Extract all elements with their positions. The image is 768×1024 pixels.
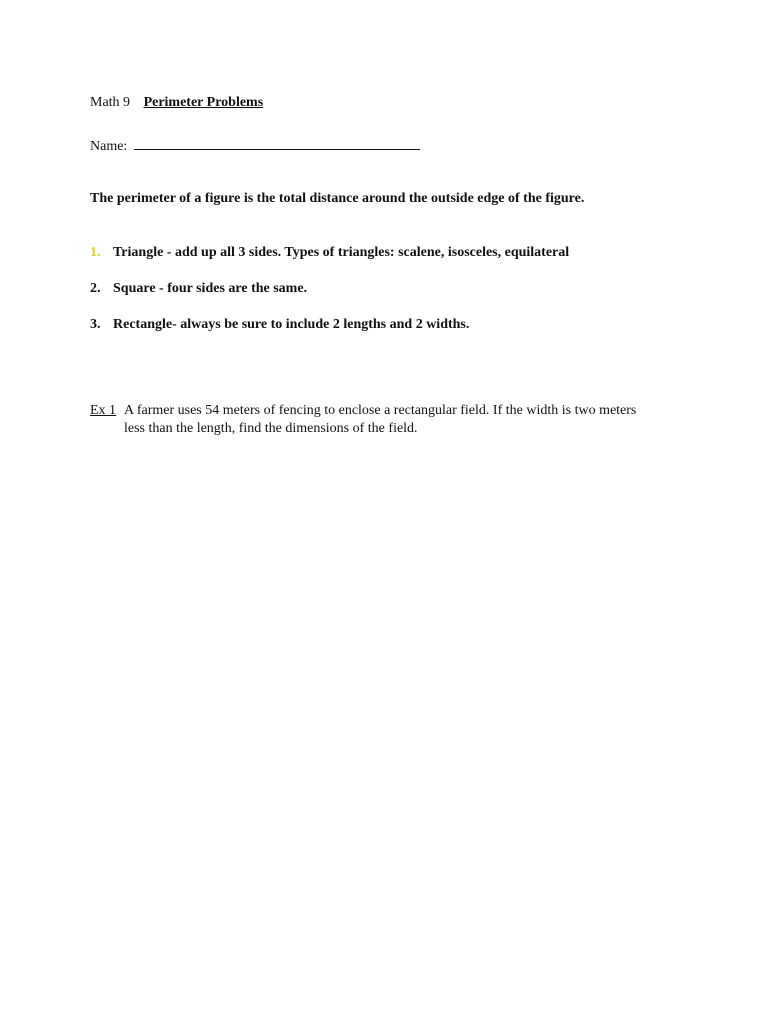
- list-item-text: Rectangle- always be sure to include 2 lengths and 2 widths.: [113, 317, 470, 332]
- list-item-text: Square - four sides are the same.: [113, 281, 308, 296]
- course-label: Math 9: [90, 95, 131, 110]
- list-item-triangle: [90, 244, 569, 262]
- list-item-rectangle: [90, 316, 469, 334]
- list-number: 2.: [90, 281, 101, 296]
- page-title: Perimeter Problems: [143, 95, 264, 110]
- list-number: 3.: [90, 317, 101, 332]
- name-label: Name:: [90, 139, 128, 154]
- list-item-square: [90, 280, 307, 298]
- name-field-row: [90, 135, 420, 156]
- perimeter-definition: The perimeter of a figure is the total distance around the outside edge of the figure.: [90, 191, 585, 206]
- list-number: 1.: [90, 245, 101, 260]
- header: [90, 94, 263, 112]
- list-item-text: Triangle - add up all 3 sides. Types of triangles: scalene, isosceles, equilateral: [113, 245, 570, 260]
- example-text: A farmer uses 54 meters of fencing to enclose a rectangular field. If the width is two meters less than the length, find the dimensions of the field.: [124, 403, 637, 436]
- name-blank-line[interactable]: [134, 135, 420, 150]
- example-label: Ex 1: [90, 403, 117, 418]
